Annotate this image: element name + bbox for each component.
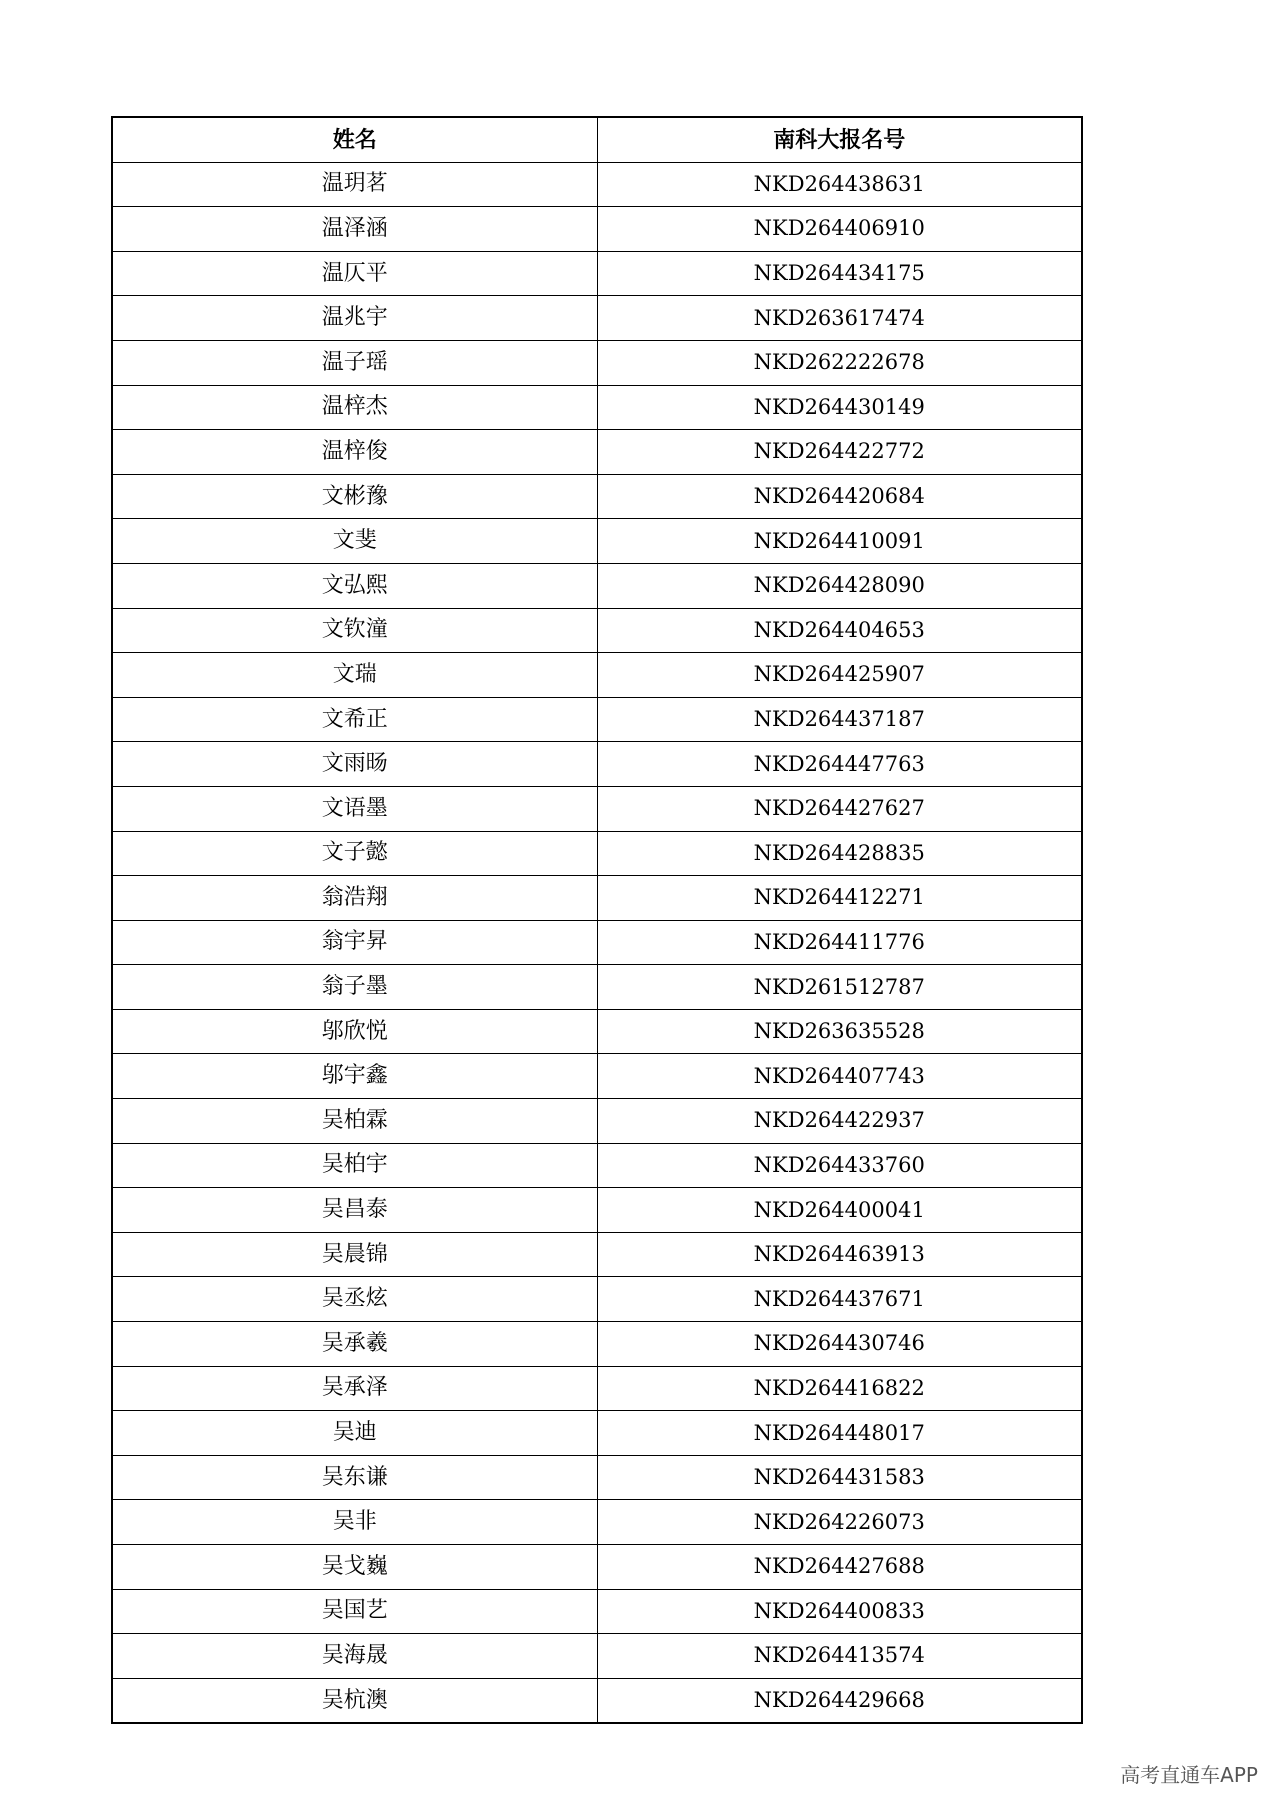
student-name-cell: 文彬豫 xyxy=(112,474,597,519)
registration-id-cell: NKD264431583 xyxy=(597,1455,1082,1500)
student-name-cell: 文斐 xyxy=(112,519,597,564)
student-name-cell: 温子瑶 xyxy=(112,340,597,385)
student-name-cell: 文弘熙 xyxy=(112,563,597,608)
student-name-cell: 温泽涵 xyxy=(112,207,597,252)
registration-id-cell: NKD264410091 xyxy=(597,519,1082,564)
registration-id-cell: NKD264427688 xyxy=(597,1545,1082,1590)
student-name-cell: 吴国艺 xyxy=(112,1589,597,1634)
student-name-cell: 吴柏宇 xyxy=(112,1143,597,1188)
student-name-cell: 吴昌泰 xyxy=(112,1188,597,1233)
table-row xyxy=(112,1678,1082,1723)
student-name-cell: 吴海晟 xyxy=(112,1634,597,1679)
student-name-cell: 吴戈巍 xyxy=(112,1545,597,1590)
student-name-cell: 文子懿 xyxy=(112,831,597,876)
registration-id-cell: NKD264425907 xyxy=(597,653,1082,698)
table-row xyxy=(112,1232,1082,1277)
table-row xyxy=(112,1009,1082,1054)
student-name-cell: 吴非 xyxy=(112,1500,597,1545)
table-row xyxy=(112,786,1082,831)
table-row xyxy=(112,1322,1082,1367)
registration-id-cell: NKD264406910 xyxy=(597,207,1082,252)
registration-id-cell: NKD263617474 xyxy=(597,296,1082,341)
student-name-cell: 邬欣悦 xyxy=(112,1009,597,1054)
registration-id-cell: NKD264433760 xyxy=(597,1143,1082,1188)
table-row xyxy=(112,697,1082,742)
header-name: 姓名 xyxy=(112,117,597,162)
student-name-cell: 文雨旸 xyxy=(112,742,597,787)
student-name-cell: 温梓俊 xyxy=(112,430,597,475)
registration-id-cell: NKD264429668 xyxy=(597,1678,1082,1723)
table-row xyxy=(112,1411,1082,1456)
student-name-cell: 吴东谦 xyxy=(112,1455,597,1500)
watermark: 高考直通车APP xyxy=(1120,1763,1258,1787)
table-row xyxy=(112,519,1082,564)
student-name-cell: 吴丞炫 xyxy=(112,1277,597,1322)
student-name-cell: 吴晨锦 xyxy=(112,1232,597,1277)
table-row xyxy=(112,296,1082,341)
student-name-cell: 翁子墨 xyxy=(112,965,597,1010)
student-name-cell: 吴杭澳 xyxy=(112,1678,597,1723)
registration-id-cell: NKD264428835 xyxy=(597,831,1082,876)
student-name-cell: 温梓杰 xyxy=(112,385,597,430)
registration-id-cell: NKD264437187 xyxy=(597,697,1082,742)
registration-id-cell: NKD264427627 xyxy=(597,786,1082,831)
registration-id-cell: NKD264428090 xyxy=(597,563,1082,608)
table-row xyxy=(112,251,1082,296)
registration-id-cell: NKD264448017 xyxy=(597,1411,1082,1456)
registration-id-cell: NKD264407743 xyxy=(597,1054,1082,1099)
registration-id-cell: NKD264430149 xyxy=(597,385,1082,430)
registration-id-cell: NKD264412271 xyxy=(597,876,1082,921)
registration-id-cell: NKD263635528 xyxy=(597,1009,1082,1054)
student-name-cell: 翁浩翔 xyxy=(112,876,597,921)
registration-id-cell: NKD264413574 xyxy=(597,1634,1082,1679)
table-row xyxy=(112,207,1082,252)
registration-id-cell: NKD264430746 xyxy=(597,1322,1082,1367)
table-row xyxy=(112,1277,1082,1322)
registration-id-cell: NKD264463913 xyxy=(597,1232,1082,1277)
table-header-row xyxy=(112,117,1082,162)
table-row xyxy=(112,920,1082,965)
table-row xyxy=(112,1589,1082,1634)
registration-id-cell: NKD264416822 xyxy=(597,1366,1082,1411)
table-row xyxy=(112,474,1082,519)
registration-id-cell: NKD264404653 xyxy=(597,608,1082,653)
table-row xyxy=(112,563,1082,608)
registration-table xyxy=(111,116,1083,1724)
table-row xyxy=(112,1634,1082,1679)
table-body xyxy=(112,162,1082,1723)
table-row xyxy=(112,965,1082,1010)
student-name-cell: 文语墨 xyxy=(112,786,597,831)
table-row xyxy=(112,340,1082,385)
table-row xyxy=(112,1188,1082,1233)
registration-id-cell: NKD264447763 xyxy=(597,742,1082,787)
table-row xyxy=(112,1500,1082,1545)
table-row xyxy=(112,653,1082,698)
student-name-cell: 文希正 xyxy=(112,697,597,742)
table-row xyxy=(112,385,1082,430)
student-name-cell: 温玥茗 xyxy=(112,162,597,207)
registration-id-cell: NKD264400833 xyxy=(597,1589,1082,1634)
header-registration-id: 南科大报名号 xyxy=(597,117,1082,162)
registration-id-cell: NKD264438631 xyxy=(597,162,1082,207)
registration-id-cell: NKD264422772 xyxy=(597,430,1082,475)
table-row xyxy=(112,608,1082,653)
registration-id-cell: NKD264422937 xyxy=(597,1099,1082,1144)
registration-id-cell: NKD264420684 xyxy=(597,474,1082,519)
student-name-cell: 翁宇昇 xyxy=(112,920,597,965)
registration-id-cell: NKD264400041 xyxy=(597,1188,1082,1233)
table-row xyxy=(112,1143,1082,1188)
table-row xyxy=(112,1099,1082,1144)
table-row xyxy=(112,430,1082,475)
student-name-cell: 吴迪 xyxy=(112,1411,597,1456)
student-name-cell: 吴承泽 xyxy=(112,1366,597,1411)
table-row xyxy=(112,1455,1082,1500)
student-name-cell: 文瑞 xyxy=(112,653,597,698)
table-row xyxy=(112,1366,1082,1411)
student-name-cell: 温仄平 xyxy=(112,251,597,296)
table-row xyxy=(112,1545,1082,1590)
student-name-cell: 邬宇鑫 xyxy=(112,1054,597,1099)
table-row xyxy=(112,1054,1082,1099)
student-name-cell: 吴承羲 xyxy=(112,1322,597,1367)
table-row xyxy=(112,831,1082,876)
registration-id-cell: NKD262222678 xyxy=(597,340,1082,385)
student-name-cell: 文钦潼 xyxy=(112,608,597,653)
registration-id-cell: NKD264434175 xyxy=(597,251,1082,296)
table-row xyxy=(112,742,1082,787)
registration-id-cell: NKD264226073 xyxy=(597,1500,1082,1545)
student-name-cell: 吴柏霖 xyxy=(112,1099,597,1144)
student-name-cell: 温兆宇 xyxy=(112,296,597,341)
registration-id-cell: NKD264411776 xyxy=(597,920,1082,965)
table-row xyxy=(112,162,1082,207)
table-row xyxy=(112,876,1082,921)
registration-id-cell: NKD264437671 xyxy=(597,1277,1082,1322)
registration-id-cell: NKD261512787 xyxy=(597,965,1082,1010)
